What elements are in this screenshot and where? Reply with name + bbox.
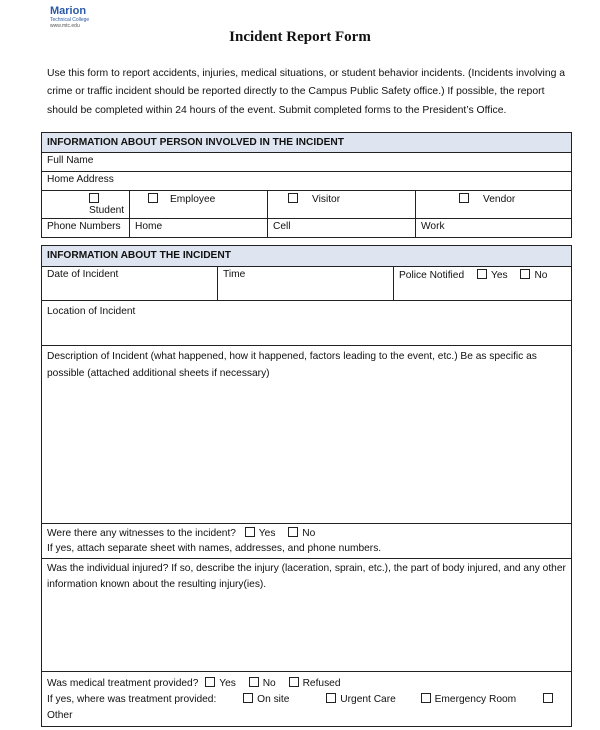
visitor-option[interactable] xyxy=(268,191,416,219)
medical-refused-checkbox[interactable] xyxy=(289,677,299,687)
medical-treatment-field xyxy=(42,672,572,727)
onsite-label: On site xyxy=(257,694,290,705)
medical-no-label: No xyxy=(262,678,276,689)
phone-numbers-label: Phone Numbers xyxy=(42,219,130,238)
treatment-where-label: If yes, where was treatment provided: xyxy=(47,694,217,705)
medical-yes-checkbox[interactable] xyxy=(205,677,215,687)
work-phone-label: Work xyxy=(421,221,445,232)
page-title: Incident Report Form xyxy=(229,29,371,45)
time-label: Time xyxy=(223,269,246,280)
emergency-room-checkbox[interactable] xyxy=(421,693,431,703)
onsite-checkbox[interactable] xyxy=(243,693,253,703)
injury-label: Was the individual injured? If so, describe the injury (laceration, sprain, etc.), the part of body injured, and any other information known about the resulting injury(ies). xyxy=(47,563,566,590)
vendor-checkbox[interactable] xyxy=(459,193,469,203)
witnesses-yes-checkbox[interactable] xyxy=(245,527,255,537)
witnesses-field xyxy=(42,524,572,559)
work-phone-field[interactable] xyxy=(416,219,572,238)
home-phone-field[interactable] xyxy=(130,219,268,238)
emergency-room-label: Emergency Room xyxy=(434,694,517,705)
visitor-checkbox[interactable] xyxy=(288,193,298,203)
logo-subtitle: Technical College xyxy=(50,17,90,23)
cell-phone-label: Cell xyxy=(273,221,291,232)
other-label: Other xyxy=(47,710,73,721)
student-label: Student xyxy=(89,205,125,216)
urgent-care-checkbox[interactable] xyxy=(326,693,336,703)
student-option[interactable] xyxy=(42,191,130,219)
home-address-label: Home Address xyxy=(47,174,114,185)
location-label: Location of Incident xyxy=(47,306,136,317)
location-field[interactable] xyxy=(42,301,572,346)
medical-no-checkbox[interactable] xyxy=(249,677,259,687)
description-field[interactable] xyxy=(42,346,572,524)
police-notified-label: Police Notified xyxy=(399,270,465,281)
logo-url: www.mtc.edu xyxy=(50,23,80,29)
full-name-field[interactable] xyxy=(42,153,572,172)
visitor-label: Visitor xyxy=(312,194,341,205)
police-notified-field xyxy=(394,267,572,301)
employee-checkbox[interactable] xyxy=(148,193,158,203)
witnesses-note: If yes, attach separate sheet with names, addresses, and phone numbers. xyxy=(47,543,382,554)
police-yes-checkbox[interactable] xyxy=(477,269,487,279)
date-of-incident-field[interactable] xyxy=(42,267,218,301)
person-section-header: INFORMATION ABOUT PERSON INVOLVED IN THE INCIDENT xyxy=(42,133,572,153)
time-field[interactable] xyxy=(218,267,394,301)
witnesses-label: Were there any witnesses to the incident? xyxy=(47,528,236,539)
home-address-field[interactable] xyxy=(42,172,572,191)
medical-refused-label: Refused xyxy=(302,678,341,689)
vendor-option[interactable] xyxy=(416,191,572,219)
student-checkbox[interactable] xyxy=(89,193,99,203)
medical-yes-label: Yes xyxy=(219,678,236,689)
police-no-label: No xyxy=(534,270,548,281)
incident-section-header: INFORMATION ABOUT THE INCIDENT xyxy=(42,246,572,267)
person-section xyxy=(41,132,572,238)
full-name-label: Full Name xyxy=(47,155,94,166)
home-phone-label: Home xyxy=(135,221,163,232)
police-yes-label: Yes xyxy=(490,270,508,281)
witnesses-yes-label: Yes xyxy=(258,528,276,539)
witnesses-no-label: No xyxy=(302,528,316,539)
description-label: Description of Incident (what happened, how it happened, factors leading to the event, etc.) Be as specific as possible (attached additional sheets if necessary) xyxy=(47,351,537,379)
cell-phone-field[interactable] xyxy=(268,219,416,238)
police-no-checkbox[interactable] xyxy=(520,269,530,279)
college-logo xyxy=(50,6,89,30)
incident-section xyxy=(41,245,572,727)
urgent-care-label: Urgent Care xyxy=(340,694,396,705)
other-checkbox[interactable] xyxy=(543,693,553,703)
medical-label: Was medical treatment provided? xyxy=(47,678,199,689)
injury-field[interactable] xyxy=(42,559,572,672)
intro-paragraph: Use this form to report accidents, injuries, medical situations, or student behavior incidents. (Incidents involving a crime or traffic incident should be reported directly to the Campus Public Safety office.) If possible, the report should be completed within 24 hours of the event. Submit completed forms to the President’s Office. xyxy=(47,68,566,116)
witnesses-no-checkbox[interactable] xyxy=(288,527,298,537)
employee-label: Employee xyxy=(170,194,216,205)
vendor-label: Vendor xyxy=(483,194,516,205)
logo-name: Marion xyxy=(50,5,87,17)
date-label: Date of Incident xyxy=(47,269,119,280)
employee-option[interactable] xyxy=(130,191,268,219)
